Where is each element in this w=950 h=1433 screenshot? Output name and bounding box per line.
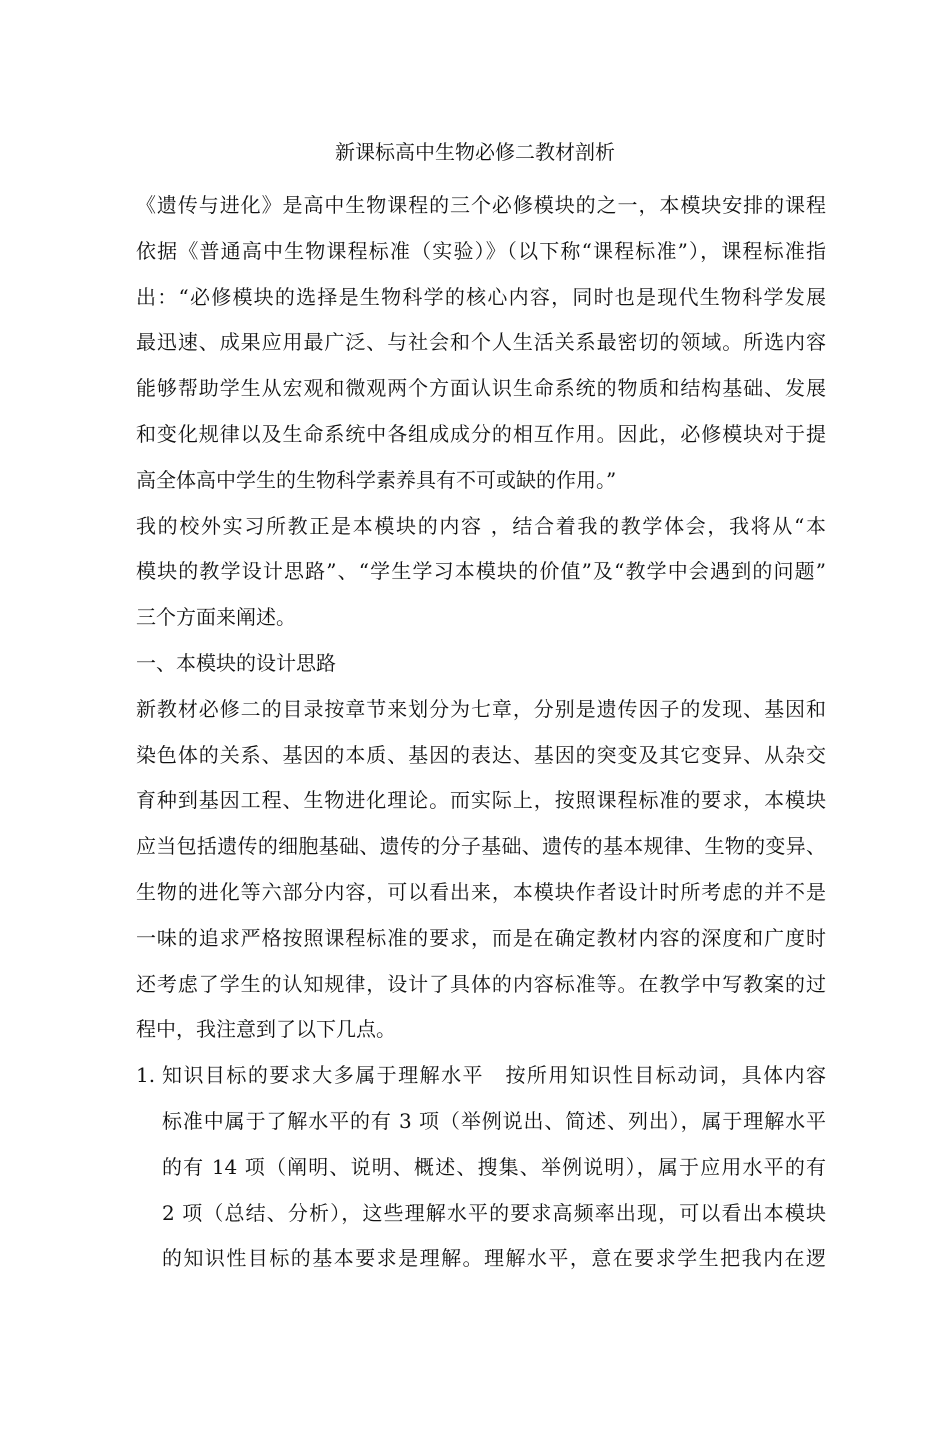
numbered-list-item bbox=[136, 1053, 826, 1282]
text-line: 出：“必修模块的选择是生物科学的核心内容，同时也是现代生物科学发展 bbox=[136, 284, 826, 309]
list-number: 1. bbox=[136, 1063, 156, 1088]
paragraph bbox=[136, 183, 826, 504]
text-line: 的知识性目标的基本要求是理解。理解水平，意在要求学生把我内在逻 bbox=[162, 1246, 826, 1271]
text-line: 三个方面来阐述。 bbox=[136, 605, 296, 630]
document-body bbox=[136, 183, 826, 1282]
text-line: 模块的教学设计思路”、“学生学习本模块的价值”及“教学中会遇到的问题” bbox=[136, 559, 826, 584]
text-line: 知识目标的要求大多属于理解水平 按所用知识性目标动词，具体内容 bbox=[162, 1063, 826, 1088]
text-line: 一味的追求严格按照课程标准的要求，而是在确定教材内容的深度和广度时 bbox=[136, 925, 826, 950]
paragraph bbox=[136, 687, 826, 1053]
text-line: 生物的进化等六部分内容，可以看出来，本模块作者设计时所考虑的并不是 bbox=[136, 879, 826, 904]
paragraph bbox=[136, 504, 826, 641]
text-line: 能够帮助学生从宏观和微观两个方面认识生命系统的物质和结构基础、发展 bbox=[136, 376, 826, 401]
text-line: 新教材必修二的目录按章节来划分为七章，分别是遗传因子的发现、基因和 bbox=[136, 696, 826, 721]
text-line: 还考虑了学生的认知规律，设计了具体的内容标准等。在教学中写教案的过 bbox=[136, 971, 826, 996]
text-line: 《遗传与进化》是高中生物课程的三个必修模块的之一，本模块安排的课程 bbox=[136, 193, 826, 217]
text-line: 2 项（总结、分析），这些理解水平的要求高频率出现，可以看出本模块 bbox=[162, 1200, 826, 1225]
text-line: 和变化规律以及生命系统中各组成成分的相互作用。因此，必修模块对于提 bbox=[136, 421, 826, 446]
text-line: 最迅速、成果应用最广泛、与社会和个人生活关系最密切的领域。所选内容 bbox=[136, 330, 826, 355]
section-heading bbox=[136, 641, 826, 687]
text-line: 标准中属于了解水平的有 3 项（举例说出、简述、列出），属于理解水平 bbox=[162, 1108, 826, 1133]
heading-text: 一、本模块的设计思路 bbox=[136, 650, 336, 675]
text-line: 染色体的关系、基因的本质、基因的表达、基因的突变及其它变异、从杂交 bbox=[136, 742, 826, 767]
text-line: 育种到基因工程、生物进化理论。而实际上，按照课程标准的要求，本模块 bbox=[136, 788, 826, 813]
text-line: 程中，我注意到了以下几点。 bbox=[136, 1017, 396, 1042]
document-title: 新课标高中生物必修二教材剖析 bbox=[335, 140, 615, 164]
text-line: 高全体高中学生的生物科学素养具有不可或缺的作用。” bbox=[136, 467, 617, 492]
text-line: 我的校外实习所教正是本模块的内容 ，结合着我的教学体会，我将从“本 bbox=[136, 513, 826, 538]
text-line: 的有 14 项（阐明、说明、概述、搜集、举例说明），属于应用水平的有 bbox=[162, 1154, 826, 1179]
text-line: 应当包括遗传的细胞基础、遗传的分子基础、遗传的基本规律、生物的变异、 bbox=[136, 834, 826, 859]
text-line: 依据《普通高中生物课程标准（实验）》（以下称“课程标准”），课程标准指 bbox=[136, 238, 826, 263]
